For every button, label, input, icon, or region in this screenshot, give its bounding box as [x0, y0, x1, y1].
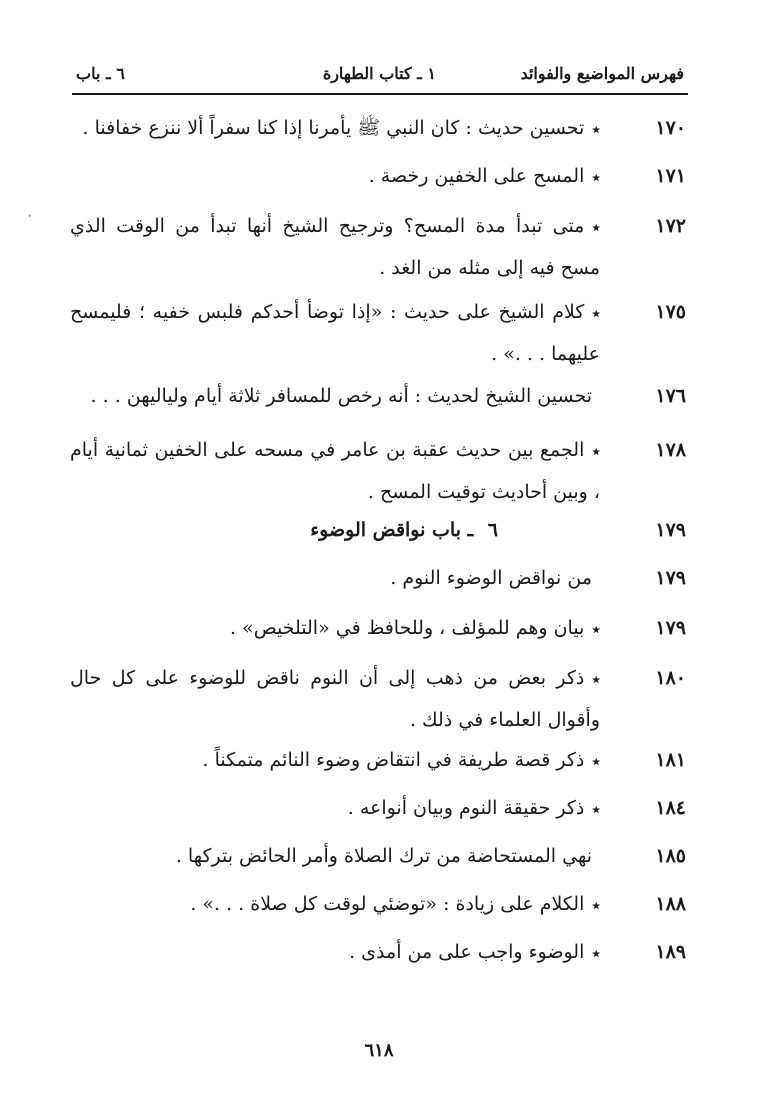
index-entry	[70, 740, 686, 782]
entry-page-number: ١٧٨	[655, 439, 686, 461]
entry-text: ذكر حقيقة النوم وبيان أنواعه .	[347, 797, 585, 819]
entry-text: نهي المستحاضة من ترك الصلاة وأمر الحائض بتركها .	[175, 845, 592, 867]
running-header	[76, 58, 684, 88]
entry-page-number: ١٧٢	[655, 215, 686, 237]
bullet-star: ٭	[592, 306, 600, 322]
bullet-star: ٭	[592, 622, 600, 638]
entry-text: بيان وهم للمؤلف ، وللحافظ في «التلخيص» .	[230, 617, 585, 639]
index-entry	[70, 206, 686, 288]
entry-text: الوضوء واجب على من أمذى .	[349, 941, 585, 963]
index-entry	[70, 558, 686, 600]
index-entry	[70, 108, 686, 150]
section-heading-entry	[70, 510, 686, 552]
index-entry	[70, 156, 686, 198]
entry-page-number: ١٧٦	[655, 385, 686, 407]
bullet-star: ٭	[592, 672, 600, 688]
header-index-title: فهرس المواضيع والفوائد	[520, 64, 684, 83]
index-entry	[70, 376, 686, 418]
bullet-star: ٭	[592, 444, 600, 460]
entry-page-number: ١٨٠	[655, 667, 686, 689]
index-entry	[70, 292, 686, 374]
index-entry	[70, 836, 686, 878]
bullet-star: ٭	[592, 802, 600, 818]
entry-page-number: ١٨٩	[655, 941, 686, 963]
entry-text: الكلام على زيادة : «توضئي لوقت كل صلاة . . .» .	[190, 893, 585, 915]
page-number-footer: ٦١٨	[364, 1040, 394, 1061]
bullet-star: ٭	[592, 898, 600, 914]
index-entry	[70, 932, 686, 974]
index-entry	[70, 608, 686, 650]
entry-text: متى تبدأ مدة المسح؟ وترجيح الشيخ أنها تبدأ من الوقت الذي مسح فيه إلى مثله من الغد .	[70, 215, 600, 279]
entry-page-number: ١٧٩	[655, 519, 686, 541]
index-entry	[70, 884, 686, 926]
entry-text: الجمع بين حديث عقبة بن عامر في مسحه على الخفين ثمانية أيام ، وبين أحاديث توقيت المسح .	[70, 439, 600, 503]
entry-page-number: ١٨٨	[655, 893, 686, 915]
entry-page-number: ١٧٩	[655, 617, 686, 639]
entry-text: ذكر قصة طريفة في انتقاض وضوء النائم متمكناً .	[202, 749, 585, 771]
entry-text: كلام الشيخ على حديث : «إذا توضأ أحدكم فلبس خفيه ؛ فليمسح عليهما . . .» .	[70, 301, 600, 365]
entry-text: تحسين حديث : كان النبي ﷺ يأمرنا إذا كنا سفراً ألا ننزع خفافنا .	[82, 117, 585, 139]
bullet-star: ٭	[592, 946, 600, 962]
entry-text: من نواقض الوضوء النوم .	[390, 567, 592, 589]
entry-page-number: ١٧٥	[655, 301, 686, 323]
margin-mark: ٬	[28, 214, 32, 225]
entry-page-number: ١٨٥	[655, 845, 686, 867]
header-chapter-title: ٦ ـ باب	[76, 64, 125, 83]
index-entry	[70, 658, 686, 740]
entry-text: المسح على الخفين رخصة .	[368, 165, 585, 187]
entry-page-number: ١٧٠	[655, 117, 686, 139]
entry-page-number: ١٨١	[655, 749, 686, 771]
bullet-star: ٭	[592, 220, 600, 236]
bullet-star: ٭	[592, 122, 600, 138]
bullet-star: ٭	[592, 754, 600, 770]
index-entry	[70, 430, 686, 512]
entry-page-number: ١٨٤	[655, 797, 686, 819]
entry-page-number: ١٧٩	[655, 567, 686, 589]
header-book-title: ١ ـ كتاب الطهارة	[322, 64, 436, 83]
section-heading: ٦ ـ باب نواقض الوضوء	[310, 519, 498, 541]
entry-page-number: ١٧١	[655, 165, 686, 187]
entry-text: ذكر بعض من ذهب إلى أن النوم ناقض للوضوء على كل حال وأقوال العلماء في ذلك .	[70, 667, 600, 731]
index-entry	[70, 788, 686, 830]
entry-text: تحسين الشيخ لحديث : أنه رخص للمسافر ثلاثة أيام ولياليهن . . .	[90, 385, 592, 407]
bullet-star: ٭	[592, 170, 600, 186]
header-rule	[72, 93, 688, 95]
